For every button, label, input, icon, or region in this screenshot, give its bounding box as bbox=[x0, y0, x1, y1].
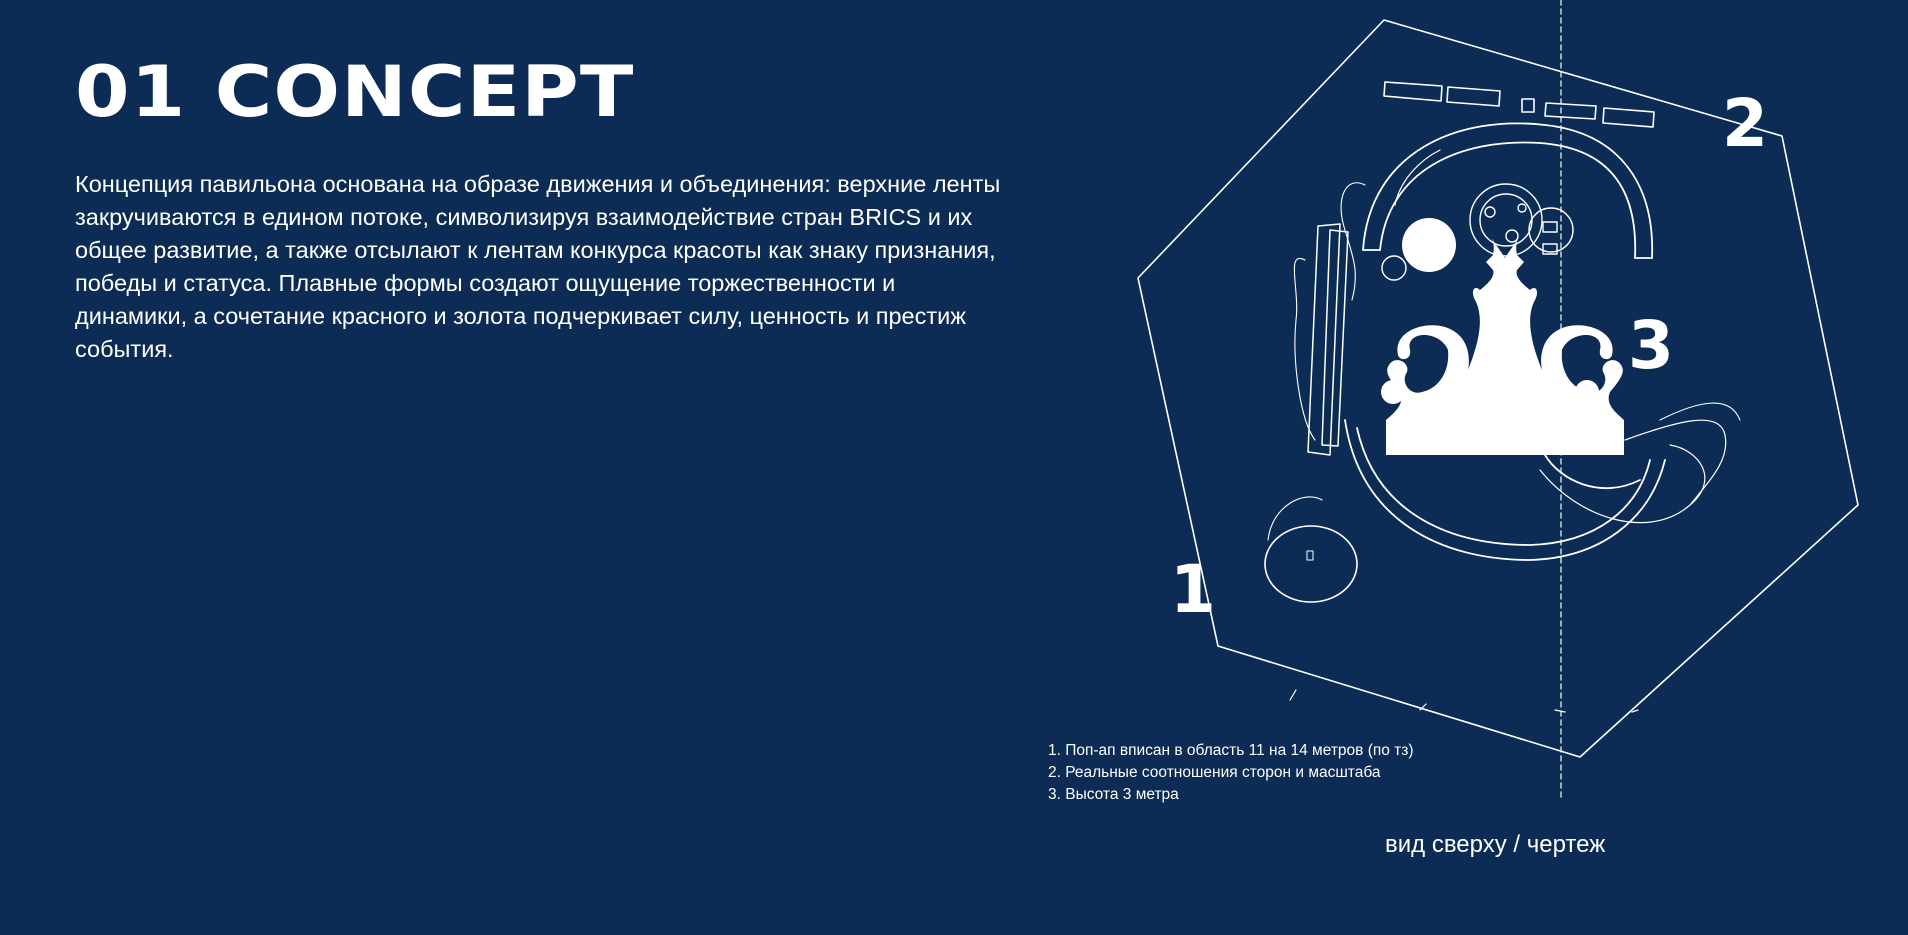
low-table bbox=[1265, 497, 1357, 602]
left-bench bbox=[1294, 183, 1365, 455]
note-item: 2. Реальные соотношения сторон и масштаба bbox=[1048, 764, 1381, 781]
marker-3: 3 bbox=[1628, 307, 1674, 384]
top-bench-segments bbox=[1384, 82, 1654, 127]
marker-1: 1 bbox=[1170, 551, 1216, 628]
slide-title: 01 CONCEPT bbox=[75, 51, 635, 133]
marker-2: 2 bbox=[1722, 85, 1768, 162]
drawing-caption: вид сверху / чертеж bbox=[1385, 831, 1606, 858]
concept-description: Концепция павильона основана на образе движения и объединения: верхние ленты закручиваются в едином потоке, символизируя взаимодействие стран BRICS и их общее развитие, а также отсылают к лентам конкурса красоты как знаку признания, победы и статуса. Плавные формы создают ощущение торжественности и динамики, а сочетание красного и золота подчеркивает силу, ценность и престиж события. bbox=[75, 171, 1001, 362]
area-markers bbox=[1170, 85, 1768, 628]
drawing-notes bbox=[1048, 740, 1414, 806]
note-item: 3. Высота 3 метра bbox=[1048, 786, 1179, 803]
note-item: 1. Поп-ап вписан в область 11 на 14 метров (по тз) bbox=[1048, 742, 1414, 759]
floor-plan-drawing bbox=[1120, 0, 1880, 810]
